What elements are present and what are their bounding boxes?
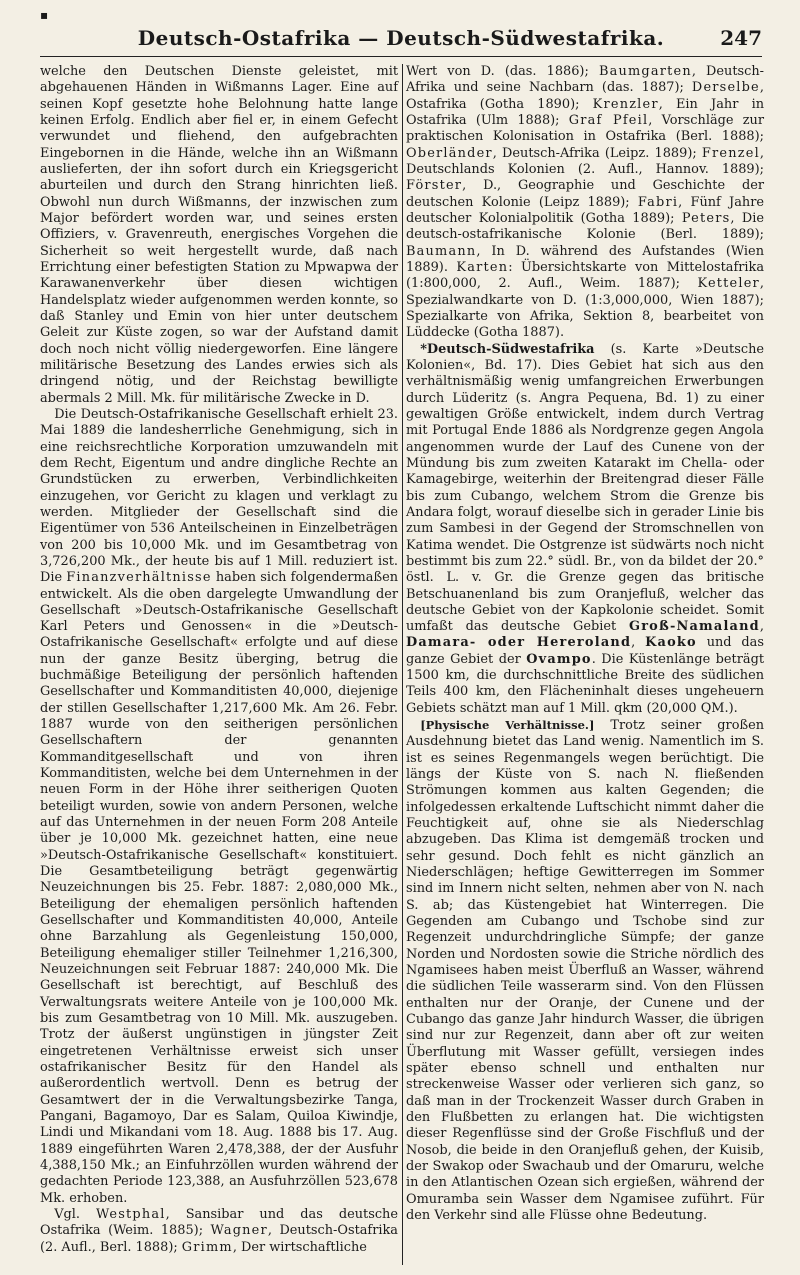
text-run: , In D. während des Aufstandes (Wien 1889). xyxy=(406,243,764,275)
text-run: , Sansibar und das deutsche Ostafrika (Weim. 1885); xyxy=(40,1206,398,1239)
page-number: 247 xyxy=(720,26,762,50)
text-run: , Ostafrika (Gotha 1890); xyxy=(406,80,764,112)
bibliography-paragraph xyxy=(40,1207,398,1256)
text-run: haben sich folgendermaßen entwickelt. Als die oben dargelegte Umwandlung der Gesellschaft »Deutsch-Ostafrikanische Gesellschaft Karl Peters und Genossen« in die »Deutsch-Ostafrikanische Gesellschaft« erfolgte und auf diese nun der ganze Besitz überging, betrug die buchmäßige Beteiligung der persönlich haftenden Gesellschafter und Kommanditisten 40,000, diejenige der stillen Gesellschafter 1,217,600 Mk. Am 26. Febr. 1887 wurde von den seitherigen persönlichen Gesellschaftern der genannten Kommanditgesellschaft und von ihren Kommanditisten, welche bei dem Unternehmen in der neuen Form in der Höhe ihrer seitherigen Quoten beteiligt wurden, sowie von andern Personen, welche auf das Unternehmen in der neuen Form 208 Anteile über je 10,000 Mk. gezeichnet hatten, eine neue »Deutsch-Ostafrikanische Gesellschaft« konstituiert. Die Gesamtbeteiligung beträgt gegenwärtig Neuzeichnungen bis 25. Febr. 1887: 2,080,000 Mk., Beteiligung der ehemaligen persönlich haftenden Gesellschafter und Kommanditisten 40,000, Anteile ohne Barzahlung als Gegenleistung 150,000, Beteiligung ehemaliger stiller Teilnehmer 1,216,300, Neuzeichnungen seit Februar 1887: 240,000 Mk. Die Gesellschaft ist berechtigt, auf Beschluß des Verwaltungsrats weitere Anteile von je 100,000 Mk. bis zum Gesamtbetrag von 10 Mill. Mk. auszugeben. Trotz der äußerst ungünstigen in jüngster Zeit eingetretenen Verhältnisse erweist sich unser ostafrikanischer Besitz für den Handel als außerordentlich wertvoll. Denn es betrug der Gesamtwert der in die Verwaltungsbezirke Tanga, Pangani, Bagamoyo, Dar es Salam, Quiloa Kiwindje, Lindi und Mikandani vom 18. Aug. 1888 bis 17. Aug. 1889 eingeführten Waren 2,478,388, der der Ausfuhr 4,388,150 Mk.; an Einfuhrzöllen wurden während der gedachten Periode 123,388, an Ausfuhrzöllen 523,678 Mk. erhoben. xyxy=(40,570,398,1206)
region-name: Damara- oder Hereroland xyxy=(406,635,632,651)
text-run: Wert von D. (das. 1886); xyxy=(406,64,599,79)
text-run: , Fünf Jahre deutscher Kolonialpolitik (Gotha 1889); xyxy=(406,194,764,226)
right-column xyxy=(406,64,764,1224)
text-run: (s. Karte »Deutsche Kolonien«, Bd. 17). Dies Gebiet hat sich aus den verhältnismäßig wenig umfangreichen Erwerbungen durch Lüderitz (s. Angra Pequena, Bd. 1) zu einer gewaltigen Größe entwickelt, indem durch Vertrag mit Portugal Ende 1886 als Nordgrenze gegen Angola angenommen wurde der Lauf des Cunene von der Mündung bis zum zweiten Katarakt im Chella- oder Kamagebirge, weiterhin der Breitengrad dieser Fälle bis zum Cubango, welchem Strom die Grenze bis Andara folgt, worauf dieselbe sich in gerader Linie bis zum Sambesi in der Gegend der Stromschnellen von Katima wendet. Die Ostgrenze ist südwärts noch nicht bestimmt bis zum 22.° südl. Br., von da bildet der 20.° östl. L. v. Gr. die Grenze gegen das britische Betschuanenland bis zum Oranjefluß, welcher das deutsche Gebiet von der Kapkolonie scheidet. Somit umfaßt das deutsche Gebiet xyxy=(406,341,764,635)
text-run: , Ein Jahr in Ostafrika (Ulm 1888); xyxy=(406,96,765,128)
author-name: Fabri xyxy=(637,194,679,210)
text-run: , Deutsch-Afrika (Leipz. 1889); xyxy=(492,145,702,161)
printer-mark: ▪ xyxy=(40,8,49,22)
running-title: Deutsch-Ostafrika — Deutsch-Südwestafrika. xyxy=(137,26,665,50)
region-name: Ovampo xyxy=(526,651,592,667)
running-header xyxy=(40,8,762,57)
text-run: , Deutsch-Afrika und seine Nachbarn (das. 1887); xyxy=(406,64,764,96)
section-label: Karten xyxy=(456,259,509,275)
text-run: , xyxy=(631,635,646,651)
section-heading: [Physische Verhältnisse.] xyxy=(420,718,595,733)
text-run: , Die deutsch-ostafrikanische Kolonie (Berl. 1889); xyxy=(406,210,764,243)
author-name: Oberländer xyxy=(406,145,493,161)
text-run: , D., Geographie und Geschichte der deutschen Kolonie (Leipz 1889); xyxy=(406,178,764,210)
left-column xyxy=(40,64,398,1256)
text-run: , Deutschlands Kolonien (2. Aufl., Hannov. 1889); xyxy=(406,145,764,177)
region-name: Kaoko xyxy=(645,635,697,651)
author-name: Wagner xyxy=(210,1223,268,1239)
author-name: Förster xyxy=(406,178,463,194)
column-divider xyxy=(402,64,403,1265)
author-name: Baumann xyxy=(406,243,477,259)
text-run: Die Deutsch-Ostafrikanische Gesellschaft erhielt 23. Mai 1889 die landesherrliche Genehmigung, sich in eine reichsrechtliche Korporation umzuwandeln mit dem Recht, Eigentum und andre dingliche Rechte an Grundstücken zu erwerben, Verbindlichkeiten einzugehen, vor Gericht zu klagen und verklagt zu werden. Mitglieder der Gesellschaft sind die Eigentümer von 536 Anteilscheinen in Einzelbeträgen von 200 bis 10,000 Mk. und im Gesamtbetrag von 3,726,200 Mk., der heute bis auf 1 Mill. reduziert ist. Die xyxy=(40,406,398,586)
author-name: Grimm xyxy=(181,1239,233,1255)
author-name: Peters xyxy=(681,210,731,226)
author-name: Krenzler xyxy=(592,96,659,112)
text-run: und das ganze Gebiet der xyxy=(406,635,764,667)
spaced-term: Finanzverhältnisse xyxy=(66,570,212,586)
author-name: Ketteler xyxy=(697,276,760,292)
text-columns xyxy=(40,64,765,1265)
text-run: Vgl. xyxy=(54,1206,96,1222)
text-run: : Übersichtskarte von Mittelostafrika (1:800,000, 2. Aufl., Weim. 1887); xyxy=(406,259,765,292)
article-paragraph xyxy=(406,342,764,718)
author-name: Baumgarten xyxy=(598,64,692,79)
article-heading: *Deutsch-Südwestafrika xyxy=(420,341,595,357)
text-run: . Die Küstenlänge beträgt 1500 km, die durchschnittliche Breite des südlichen Teils 400 km, den Flächeninhalt dieses ungeheuern Gebiets schätzt man auf 1 Mill. qkm (20,000 QM.). xyxy=(406,651,765,716)
author-name: Frenzel xyxy=(701,145,760,161)
bibliography-paragraph xyxy=(406,64,764,342)
text-run: Trotz seiner großen Ausdehnung bietet das Land wenig. Namentlich im S. ist es seines Regenmangels wegen berüchtigt. Die längs der Küste von S. nach N. fließenden Strömungen kommen aus kalten Gegenden; die infolgedessen erkaltende Luftschicht nimmt daher die Feuchtigkeit auf, ohne sie als Niederschlag abzugeben. Das Klima ist demgemäß trocken und sehr gesund. Doch fehlt es nicht gänzlich an Niederschlägen; heftige Gewitterregen im Sommer sind im Innern nicht selten, nehmen aber von N. nach S. ab; das Küstengebiet hat Winterregen. Die Gegenden am Cubango und Tschobe sind zur Regenzeit undurchdringliche Sümpfe; der ganze Norden und Nordosten sowie die Striche nördlich des Ngamisees haben meist Überfluß an Wasser, während die südlichen Teile wasserarm sind. Von den Flüssen enthalten nur der Oranje, der Cunene und der Cubango das ganze Jahr hindurch Wasser, die übrigen sind nur zur Regenzeit, dann aber oft zur weiten Überflutung mit Wasser gefüllt, versiegen indes später ebenso schnell und enthalten nur streckenweise Wasser oder verlieren sich ganz, so daß man in der Trockenzeit Wasser durch Graben in den Flußbetten zu erlangen hat. Die wichtigsten dieser Regenflüsse sind der Große Fischfluß und der Nosob, die beide in den Oranjefluß gehen, der Kuisib, der Swakop oder Swachaub und der Omaruru, welche in den Atlantischen Ozean sich ergießen, während der Omuramba sein Wasser dem Ngamisee zuführt. Für den Verkehr sind alle Flüsse ohne Bedeutung. xyxy=(406,718,764,1223)
text-run: , Spezialwandkarte von D. (1:3,000,000, Wien 1887); Spezialkarte von Afrika, Sektion 8, bearbeitet von Lüddecke (Gotha 1887). xyxy=(406,276,764,341)
author-name: Derselbe xyxy=(691,80,760,96)
text-run: , Deutsch-Ostafrika (2. Aufl., Berl. 1888); xyxy=(40,1223,398,1255)
author-name: Graf Pfeil xyxy=(568,112,649,128)
text-run: , xyxy=(759,619,764,635)
section-paragraph xyxy=(406,717,764,1224)
paragraph: welche den Deutschen Dienste geleistet, mit abgehauenen Händen in Wißmanns Lager. Eine auf seinen Kopf gesetzte hohe Belohnung hatte lange keinen Erfolg. Endlich aber fiel er, in einem Gefecht verwundet und fliehend, den aufgebrachten Eingebornen in die Hände, welche ihn an Wißmann auslieferten, der ihn sofort durch ein Kriegsgericht aburteilen und durch den Strang hinrichten ließ. Obwohl nun durch Wißmanns, der inzwischen zum Major befördert worden war, und seines ersten Offiziers, v. Gravenreuth, energisches Vorgehen die Sicherheit so weit hergestellt wurde, daß nach Errichtung einer befestigten Station zu Mpwapwa der Karawanenverkehr über diesen wichtigen Handelsplatz wieder aufgenommen werden konnte, so daß Stanley und Emin von hier unter deutschem Geleit zur Küste zogen, so war der Aufstand damit doch noch nicht völlig niedergeworfen. Eine längere militärische Besetzung des Landes erwies sich als dringend nötig, und der Reichstag bewilligte abermals 2 Mill. Mk. für militärische Zwecke in D. xyxy=(40,64,398,406)
author-name: Westphal xyxy=(96,1206,166,1222)
text-run: , Der wirtschaftliche xyxy=(232,1239,367,1255)
region-name: Groß-Namaland xyxy=(628,619,760,635)
paragraph xyxy=(40,407,398,1207)
text-run: , Vorschläge zur praktischen Kolonisation in Ostafrika (Berl. 1888); xyxy=(406,112,765,145)
